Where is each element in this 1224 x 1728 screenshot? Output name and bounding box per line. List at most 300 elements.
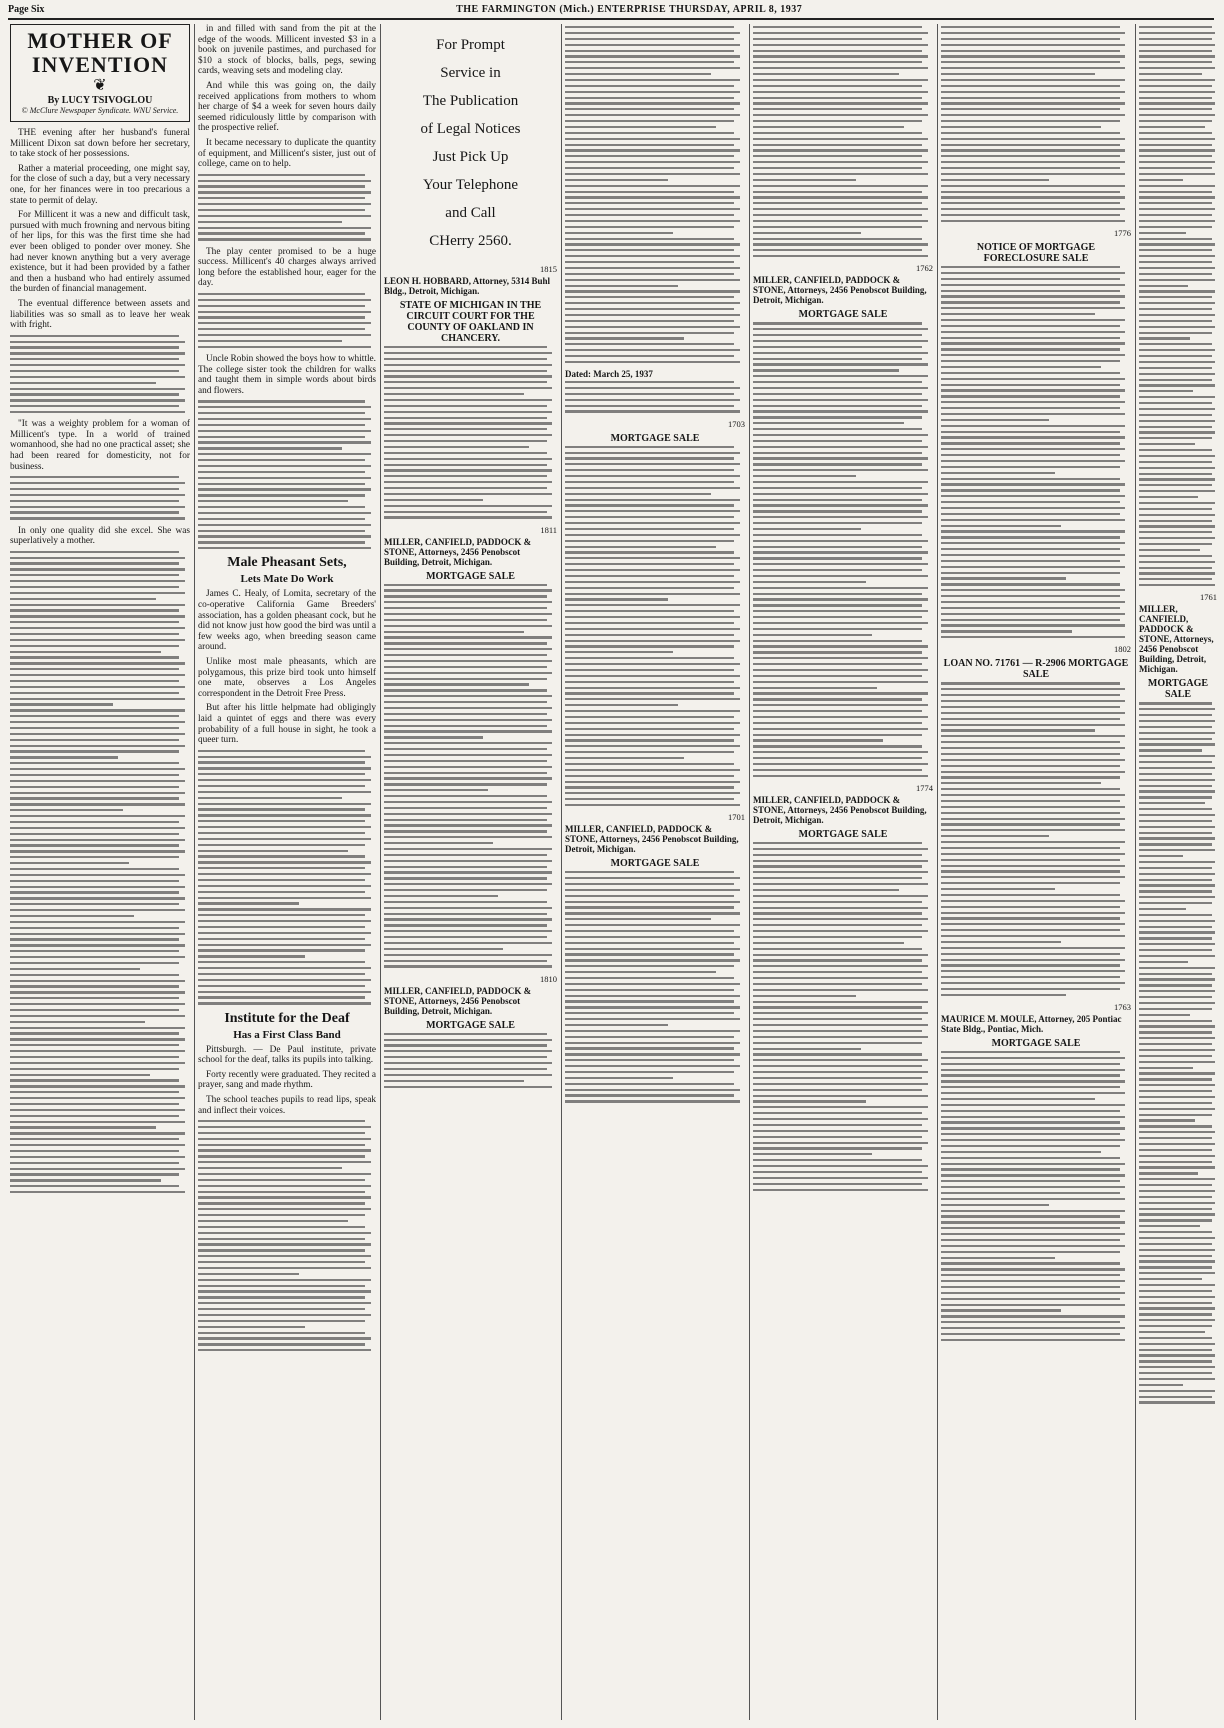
text-line [565, 273, 734, 275]
text-line [941, 566, 1125, 568]
text-line [753, 645, 928, 647]
story-paragraph: in and filled with sand from the pit at the edge of the woods. Millicent invested $3 in a book on juvenile pastimes, and purchased for $10 a stock of blocks, balls, pegs, sewing cards, weaving sets and modeling clay. [198, 24, 376, 77]
text-line [198, 808, 365, 810]
text-line [565, 587, 734, 589]
text-line [941, 495, 1125, 497]
text-line [10, 815, 185, 817]
text-line [941, 185, 1125, 187]
text-line [10, 364, 185, 366]
text-line [1139, 949, 1212, 951]
text-line [1139, 173, 1215, 175]
text-line [565, 232, 673, 234]
text-line [10, 1150, 179, 1152]
text-line [1139, 1307, 1215, 1309]
text-line [565, 936, 740, 938]
text-line [753, 144, 922, 146]
text-line [753, 138, 928, 140]
text-line [941, 354, 1125, 356]
text-line [198, 406, 371, 408]
text-line [1139, 937, 1212, 939]
text-line [198, 1185, 371, 1187]
text-line [753, 1030, 922, 1032]
text-line [198, 750, 365, 752]
text-line [753, 848, 928, 850]
text-line [384, 481, 552, 483]
text-line [10, 1021, 145, 1023]
text-line [1139, 738, 1212, 740]
text-line [384, 352, 552, 354]
text-line [384, 860, 552, 862]
text-line [384, 883, 552, 885]
text-line [941, 1092, 1125, 1094]
text-line [753, 581, 866, 583]
notice-firm: MILLER, CANFIELD, PADDOCK & STONE, Attorneys, 2456 Penobscot Building, Detroit, Michigan. [1139, 604, 1214, 675]
text-line [198, 238, 371, 240]
text-line [384, 493, 552, 495]
text-line [1139, 1343, 1215, 1345]
text-line [1139, 261, 1212, 263]
text-line [941, 959, 1125, 961]
text-line [1139, 132, 1212, 134]
text-line [198, 761, 365, 763]
text-line [1139, 785, 1212, 787]
text-line [10, 604, 185, 606]
text-line [565, 120, 734, 122]
text-line [941, 1086, 1120, 1088]
text-line [384, 487, 547, 489]
text-line [941, 1133, 1120, 1135]
text-line [1139, 490, 1215, 492]
text-line [1139, 1020, 1212, 1022]
text-line [941, 906, 1120, 908]
text-line [565, 393, 734, 395]
text-line [565, 745, 740, 747]
text-line [1139, 1055, 1212, 1057]
text-line [565, 238, 734, 240]
text-line [384, 954, 552, 956]
text-line [941, 179, 1049, 181]
text-line [1139, 1255, 1212, 1257]
text-line [753, 971, 922, 973]
text-line [565, 1030, 740, 1032]
text-line [941, 389, 1125, 391]
text-line [565, 534, 740, 536]
text-line [1139, 873, 1215, 875]
text-line [198, 1308, 365, 1310]
text-line [10, 938, 179, 940]
text-line [941, 1069, 1125, 1071]
text-line [753, 1183, 922, 1185]
text-line [10, 1138, 179, 1140]
text-line [941, 401, 1125, 403]
text-line [1139, 832, 1212, 834]
text-line [10, 980, 185, 982]
text-line [10, 592, 185, 594]
text-line [10, 950, 179, 952]
text-line [1139, 32, 1215, 34]
text-line [1139, 543, 1212, 545]
text-line [753, 387, 928, 389]
text-line [941, 542, 1125, 544]
text-line [753, 85, 922, 87]
text-line [1139, 355, 1212, 357]
text-line [1139, 437, 1212, 439]
text-line [753, 557, 922, 559]
text-line [1139, 478, 1215, 480]
text-line [941, 167, 1120, 169]
text-line [565, 751, 734, 753]
text-line [1139, 384, 1215, 386]
text-line [753, 375, 928, 377]
text-line [753, 854, 922, 856]
text-line [565, 698, 740, 700]
text-line [10, 703, 113, 705]
text-line [384, 866, 547, 868]
text-line [1139, 1396, 1212, 1398]
text-line [753, 883, 928, 885]
text-line [941, 1280, 1125, 1282]
text-line [753, 860, 928, 862]
text-line [941, 947, 1125, 949]
text-line [565, 138, 740, 140]
text-line [1139, 61, 1212, 63]
text-line [941, 73, 1095, 75]
text-line [198, 1196, 371, 1198]
text-line [941, 782, 1101, 784]
text-line [565, 220, 740, 222]
text-line [1139, 572, 1215, 574]
text-line [384, 358, 547, 360]
text-line [1139, 826, 1215, 828]
text-line [10, 1038, 185, 1040]
text-line [1139, 726, 1212, 728]
text-line [565, 55, 740, 57]
text-line [565, 704, 678, 706]
text-line [941, 1321, 1120, 1323]
text-line [10, 985, 179, 987]
text-line [198, 1138, 371, 1140]
text-line [384, 660, 552, 662]
text-line [198, 756, 371, 758]
text-line [384, 393, 524, 395]
story-paragraph: Unlike most male pheasants, which are polygamous, this prize bird took unto himself one mate, observes a Los Angeles correspondent in the Detroit Free Press. [198, 656, 376, 699]
text-line [565, 728, 734, 730]
text-line [10, 868, 179, 870]
text-line [198, 328, 365, 330]
text-line [384, 930, 552, 932]
text-line [753, 446, 928, 448]
text-line [10, 598, 156, 600]
text-line [753, 598, 928, 600]
story-subheadline: Has a First Class Band [233, 1028, 341, 1041]
text-line [565, 296, 734, 298]
text-line [565, 91, 740, 93]
text-line [753, 50, 922, 52]
text-line [1139, 1108, 1215, 1110]
text-line [753, 1012, 928, 1014]
text-line [1139, 408, 1215, 410]
text-line [753, 249, 922, 251]
text-line [198, 885, 371, 887]
text-line [753, 1136, 922, 1138]
text-line [198, 203, 371, 205]
text-line [1139, 996, 1212, 998]
text-line [10, 1074, 150, 1076]
text-line [565, 410, 740, 412]
text-line [565, 901, 740, 903]
text-line [1139, 1284, 1215, 1286]
text-line [565, 622, 734, 624]
text-line [565, 126, 716, 128]
text-line [565, 924, 740, 926]
text-line [941, 829, 1125, 831]
text-line [941, 554, 1125, 556]
feature-title: MOTHER OF INVENTION [27, 28, 173, 77]
text-line [753, 734, 922, 736]
text-line [565, 983, 740, 985]
text-line [198, 1349, 371, 1351]
text-line [941, 313, 1095, 315]
text-line [384, 913, 547, 915]
text-line [1139, 1143, 1215, 1145]
text-line [753, 1153, 872, 1155]
text-line [1139, 1231, 1212, 1233]
text-line [1139, 1002, 1215, 1004]
text-line [10, 792, 185, 794]
text-line [1139, 1043, 1212, 1045]
column-divider [1135, 24, 1136, 1720]
text-line [565, 786, 734, 788]
text-line [565, 804, 740, 806]
text-line [753, 948, 922, 950]
text-line [941, 44, 1125, 46]
text-line [753, 540, 928, 542]
text-line [753, 912, 922, 914]
text-line [565, 243, 740, 245]
text-line [10, 352, 185, 354]
text-line [1139, 73, 1202, 75]
text-line [10, 933, 185, 935]
text-line [941, 202, 1120, 204]
text-line [1139, 1378, 1215, 1380]
text-line [941, 1198, 1125, 1200]
text-line [10, 874, 185, 876]
text-line [1139, 296, 1212, 298]
text-line [1139, 978, 1215, 980]
text-line [1139, 779, 1215, 781]
text-line [565, 1000, 734, 1002]
text-line [565, 32, 740, 34]
text-line [1139, 1078, 1212, 1080]
text-line [753, 640, 922, 642]
text-line [941, 712, 1125, 714]
text-line [941, 138, 1125, 140]
text-line [1139, 1008, 1212, 1010]
text-line [941, 208, 1125, 210]
masthead-rule [8, 18, 1214, 20]
text-line [753, 1147, 922, 1149]
text-line [753, 1089, 922, 1091]
text-line [10, 668, 179, 670]
column-4 [565, 24, 745, 1720]
text-line [941, 870, 1120, 872]
text-line [565, 906, 734, 908]
text-line [565, 326, 740, 328]
text-line [198, 524, 371, 526]
text-line [1139, 326, 1215, 328]
text-line [753, 710, 922, 712]
text-line [1139, 1225, 1200, 1227]
text-line [941, 1127, 1125, 1129]
text-line [1139, 461, 1212, 463]
text-line [753, 38, 922, 40]
text-line [198, 465, 371, 467]
text-line [10, 476, 179, 478]
text-line [941, 1104, 1125, 1106]
text-line [384, 434, 552, 436]
text-line [384, 381, 547, 383]
text-line [753, 901, 922, 903]
text-line [1139, 773, 1212, 775]
text-line [941, 741, 1120, 743]
text-line [753, 1106, 928, 1108]
text-line [565, 883, 734, 885]
text-line [1139, 1178, 1215, 1180]
text-line [384, 1068, 547, 1070]
text-line [753, 232, 861, 234]
text-line [753, 1001, 928, 1003]
text-line [1139, 1119, 1195, 1121]
text-line [198, 535, 371, 537]
text-line [198, 541, 365, 543]
text-line [565, 1012, 734, 1014]
text-line [753, 1100, 866, 1102]
notice-heading: LOAN NO. 71761 — R-2906 MORTGAGE SALE [943, 658, 1129, 681]
text-line [1139, 555, 1212, 557]
text-line [565, 604, 740, 606]
text-line [1139, 196, 1215, 198]
text-line [753, 487, 922, 489]
text-line [1139, 849, 1215, 851]
text-line [1139, 108, 1212, 110]
text-line [384, 895, 498, 897]
text-line [565, 1018, 740, 1020]
text-line [384, 405, 547, 407]
text-line [753, 61, 922, 63]
text-line [384, 346, 547, 348]
text-line [10, 797, 179, 799]
text-line [384, 678, 547, 680]
text-line [198, 996, 365, 998]
text-line [384, 601, 552, 603]
text-line [198, 424, 365, 426]
text-block [565, 446, 745, 807]
text-line [941, 196, 1125, 198]
text-line [198, 832, 365, 834]
text-line [198, 1208, 371, 1210]
text-line [941, 976, 1120, 978]
text-line [753, 936, 922, 938]
text-line [1139, 232, 1186, 234]
text-line [198, 1302, 371, 1304]
text-line [1139, 1114, 1212, 1116]
text-line [753, 1071, 928, 1073]
text-line [941, 1116, 1125, 1118]
text-line [10, 580, 185, 582]
text-line [198, 1296, 365, 1298]
text-line [941, 859, 1120, 861]
text-line [384, 842, 493, 844]
text-line [941, 1192, 1120, 1194]
text-line [198, 1273, 299, 1275]
text-line [198, 855, 365, 857]
text-line [941, 929, 1120, 931]
text-line [565, 504, 734, 506]
text-line [941, 882, 1120, 884]
text-line [384, 801, 552, 803]
text-line [753, 745, 922, 747]
text-line [384, 411, 552, 413]
text-line [941, 278, 1120, 280]
text-line [1139, 1067, 1193, 1069]
text-line [1139, 167, 1212, 169]
text-line [198, 826, 371, 828]
text-line [384, 1033, 547, 1035]
text-line [384, 511, 547, 513]
text-line [941, 1274, 1120, 1276]
text-line [941, 384, 1120, 386]
text-line [753, 977, 928, 979]
text-line [565, 769, 740, 771]
text-line [1139, 373, 1215, 375]
text-line [941, 1074, 1120, 1076]
text-line [753, 1042, 922, 1044]
text-line [198, 340, 342, 342]
text-line [1139, 1290, 1212, 1292]
text-line [384, 1086, 552, 1088]
text-line [753, 191, 922, 193]
text-line [565, 161, 740, 163]
text-line [384, 1044, 547, 1046]
text-line [565, 1006, 740, 1008]
text-line [565, 1071, 734, 1073]
text-line [753, 698, 922, 700]
text-line [1139, 226, 1212, 228]
text-line [753, 930, 928, 932]
text-line [565, 202, 734, 204]
text-block [198, 1120, 376, 1351]
text-line [1139, 796, 1212, 798]
text-line [565, 475, 740, 477]
text-line [384, 813, 552, 815]
notice-heading: MORTGAGE SALE [798, 309, 888, 321]
text-line [1139, 161, 1215, 163]
text-line [565, 1077, 673, 1079]
text-line [1139, 902, 1212, 904]
text-line [198, 311, 371, 313]
text-line [198, 779, 371, 781]
text-line [941, 1110, 1120, 1112]
text-line [941, 191, 1120, 193]
text-line [1139, 343, 1212, 345]
text-line [198, 506, 365, 508]
text-line [565, 102, 740, 104]
text-block [384, 1033, 557, 1088]
text-line [941, 923, 1125, 925]
text-line [10, 850, 185, 852]
text-line [198, 1167, 342, 1169]
text-line [198, 1290, 371, 1292]
